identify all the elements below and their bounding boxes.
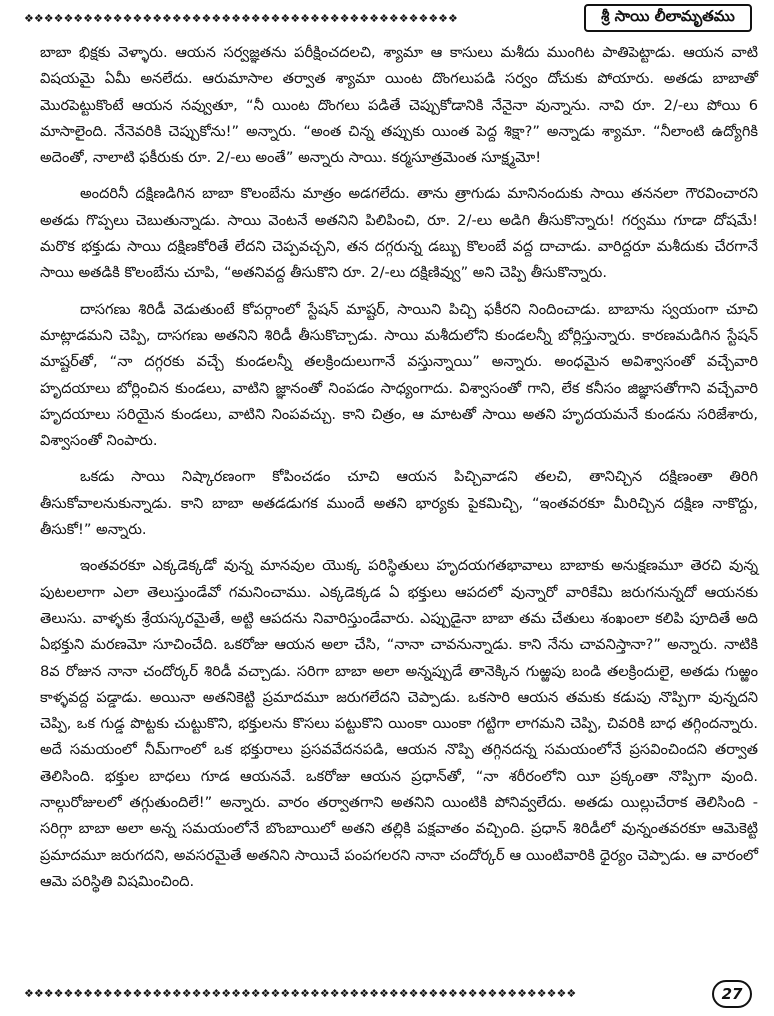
running-title: శ్రీ సాయి లీలామృతము	[584, 4, 752, 32]
paragraph: ఇంతవరకూ ఎక్కడెక్కడో వున్న మానవుల యొక్క పరిస్థితులు హృదయగతభావాలు బాబాకు అనుక్షణమూ తెరచి వున్న పుటలలాగా ఎలా తెలుస్తుండేవో గమనించాము. ఎక్కడెక్కడ ఏ భక్తులు ఆపదలో వున్నారో వారికేమి జరుగనున్నదో ఆయనకు తెలుసు. వాళ్ళకు శ్రేయస్కరమైతే, అట్టి ఆపదను నివారిస్తుండేవారు. ఎప్పుడైనా బాబా తమ చేతులు శంఖంలా కలిపి పూదితే అది ఏభక్తుని మరణమో సూచించేది. ఒకరోజు ఆయన అలా చేసి, “నానా చావనున్నాడు. కాని నేను చావనిస్తానా?” అన్నారు. నాటికి 8వ రోజున నానా చందోర్కర్ శిరిడీ వచ్చాడు. సరిగా బాబా అలా అన్నప్పుడే తానెక్కిన గుఱ్ఱపు బండి తలక్రిందులై, అతడు గుఱ్ఱం కాళ్ళవద్ద పడ్డాడు. అయినా అతనికెట్టి ప్రమాదమూ జరుగలేదని చెప్పాడు. ఒకసారి ఆయన తమకు కడుపు నొప్పిగా వున్నదని చెప్పి, ఒక గుడ్డ పొట్టకు చుట్టుకొని, భక్తులను కొసలు పట్టుకొని యింకా యింకా గట్టిగా లాగమని చెప్పి, చివరికి బాధ తగ్గిందన్నారు. అదే సమయంలో నీమ్‌గాంలో ఒక భక్తురాలు ప్రసవవేదనపడి, ఆయన నొప్పి తగ్గినదన్న సమయంలోనే ప్రసవించిందని తర్వాత తెలిసింది. భక్తుల బాధలు గూడ ఆయనవే. ఒకరోజు ఆయన ప్రధాన్‌తో, “నా శరీరంలోని యీ ప్రక్కంతా నొప్పిగా వుంది. నాల్గురోజులలో తగ్గుతుందిలే!” అన్నారు. వారం తర్వాతగాని అతనిని యింటికి పోనివ్వలేదు. అతడు యిల్లుచేరాక తెలిసింది - సరిగ్గా బాబా అలా అన్న సమయంలోనే బొంబాయిలో అతని తల్లికి పక్షవాతం వచ్చింది. ప్రధాన్ శిరిడీలో వున్నంతవరకూ ఆమెకెట్టి ప్రమాదమూ జరుగదని, అవసరమైతే అతనిని సాయిచే పంపగలరని నానా చందోర్కర్ ఆ యింటివారికి ధైర్యం చెప్పాడు. ఆ వారంలో ఆమె పరిస్థితి విషమించింది.	[40, 557, 758, 890]
decorative-border-bottom: ❖❖❖❖❖❖❖❖❖❖❖❖❖❖❖❖❖❖❖❖❖❖❖❖❖❖❖❖❖❖❖❖❖❖❖❖❖❖❖❖❖❖❖❖❖❖❖❖❖❖❖❖❖❖❖❖	[24, 988, 577, 1000]
decorative-border-top: ❖❖❖❖❖❖❖❖❖❖❖❖❖❖❖❖❖❖❖❖❖❖❖❖❖❖❖❖❖❖❖❖❖❖❖❖❖❖❖❖❖❖❖❖	[24, 13, 458, 25]
page-header	[24, 4, 752, 34]
paragraph: దాసగణు శిరిడీ వెడుతుంటే కోపర్గాంలో స్టేషన్ మాష్టర్, సాయిని పిచ్చి ఫకీరని నిందించాడు. బాబాను స్వయంగా చూచి మాట్లాడమని చెప్పి, దాసగణు అతనిని శిరిడీ తీసుకొచ్చాడు. సాయి మశీదులోని కుండలన్నీ బోర్లిస్తున్నారు. కారణమడిగిన స్టేషన్ మాష్టర్‌తో, “నా దగ్గరకు వచ్చే కుండలన్నీ తలక్రిందులుగానే వస్తున్నాయి” అన్నారు. అంధమైన అవిశ్వాసంతో వచ్చేవారి హృదయాలు బోర్లించిన కుండలు, వాటిని జ్ఞానంతో నింపడం సాధ్యంగాదు. విశ్వాసంతో గాని, లేక కనీసం జిజ్ఞాసతోగాని వచ్చేవారి హృదయాలు సరియైన కుండలు, వాటిని నింపవచ్చు. కాని చిత్రం, ఆ మాటతో సాయి అతని హృదయమనే కుండను సరిజేశారు, విశ్వాసంతో నింపారు.	[40, 300, 758, 450]
page-number: 27	[712, 980, 752, 1008]
paragraph: బాబా భిక్షకు వెళ్ళారు. ఆయన సర్వజ్ఞతను పరీక్షించదలచి, శ్యామా ఆ కాసులు మశీదు ముంగిట పాతిపెట్టాడు. ఆయన వాటి విషయమై ఏమీ అనలేదు. ఆరుమాసాల తర్వాత శ్యామా యింట దొంగలుపడి సర్వం దోచుకు పోయారు. అతడు బాబాతో మొరపెట్టుకొంటే ఆయన నవ్వుతూ, “నీ యింట దొంగలు పడితే చెప్పుకోడానికి నేనైనా వున్నాను. నావి రూ. 2/-లు పోయి 6 మాసాలైంది. నేనెవరికి చెప్పుకోను!” అన్నారు. “అంత చిన్న తప్పుకు యింత పెద్ద శిక్షా?” అన్నాడు శ్యామా. “నీలాంటి ఉద్యోగికి అదెంతో, నాలాటి ఫకీరుకు రూ. 2/-లు అంతే” అన్నారు సాయి. కర్మసూత్రమెంత సూక్ష్మమో!	[40, 44, 758, 167]
page-footer	[24, 980, 752, 1008]
page-body	[40, 40, 758, 970]
paragraph: అందరినీ దక్షిణడిగిన బాబా కొలంబేను మాత్రం అడగలేదు. తాను త్రాగుడు మానినందుకు సాయి తననలా గౌరవించారని అతడు గొప్పలు చెబుతున్నాడు. సాయి వెంటనే అతనిని పిలిపించి, రూ. 2/-లు అడిగి తీసుకొన్నారు! గర్వము గూడా దోషమే! మరొక భక్తుడు సాయి దక్షిణకోరితే లేదని చెప్పవచ్చని, తన దగ్గరున్న డబ్బు కొలంబే వద్ద దాచాడు. వారిద్దరూ మశీదుకు చేరగానే సాయి అతడికి కొలంబేను చూపి, “అతనివద్ద తీసుకొని రూ. 2/-లు దక్షిణివ్వు” అని చెప్పి తీసుకొన్నారు.	[40, 185, 758, 282]
paragraph: ఒకడు సాయి నిష్కారణంగా కోపించడం చూచి ఆయన పిచ్చివాడని తలచి, తానిచ్చిన దక్షిణంతా తిరిగి తీసుకోవాలనుకున్నాడు. కాని బాబా అతడడుగక ముందే అతని భార్యకు పైకమిచ్చి, “ఇంతవరకూ మీరిచ్చిన దక్షిణ నాకొద్దు, తీసుకో!” అన్నారు.	[40, 468, 758, 539]
